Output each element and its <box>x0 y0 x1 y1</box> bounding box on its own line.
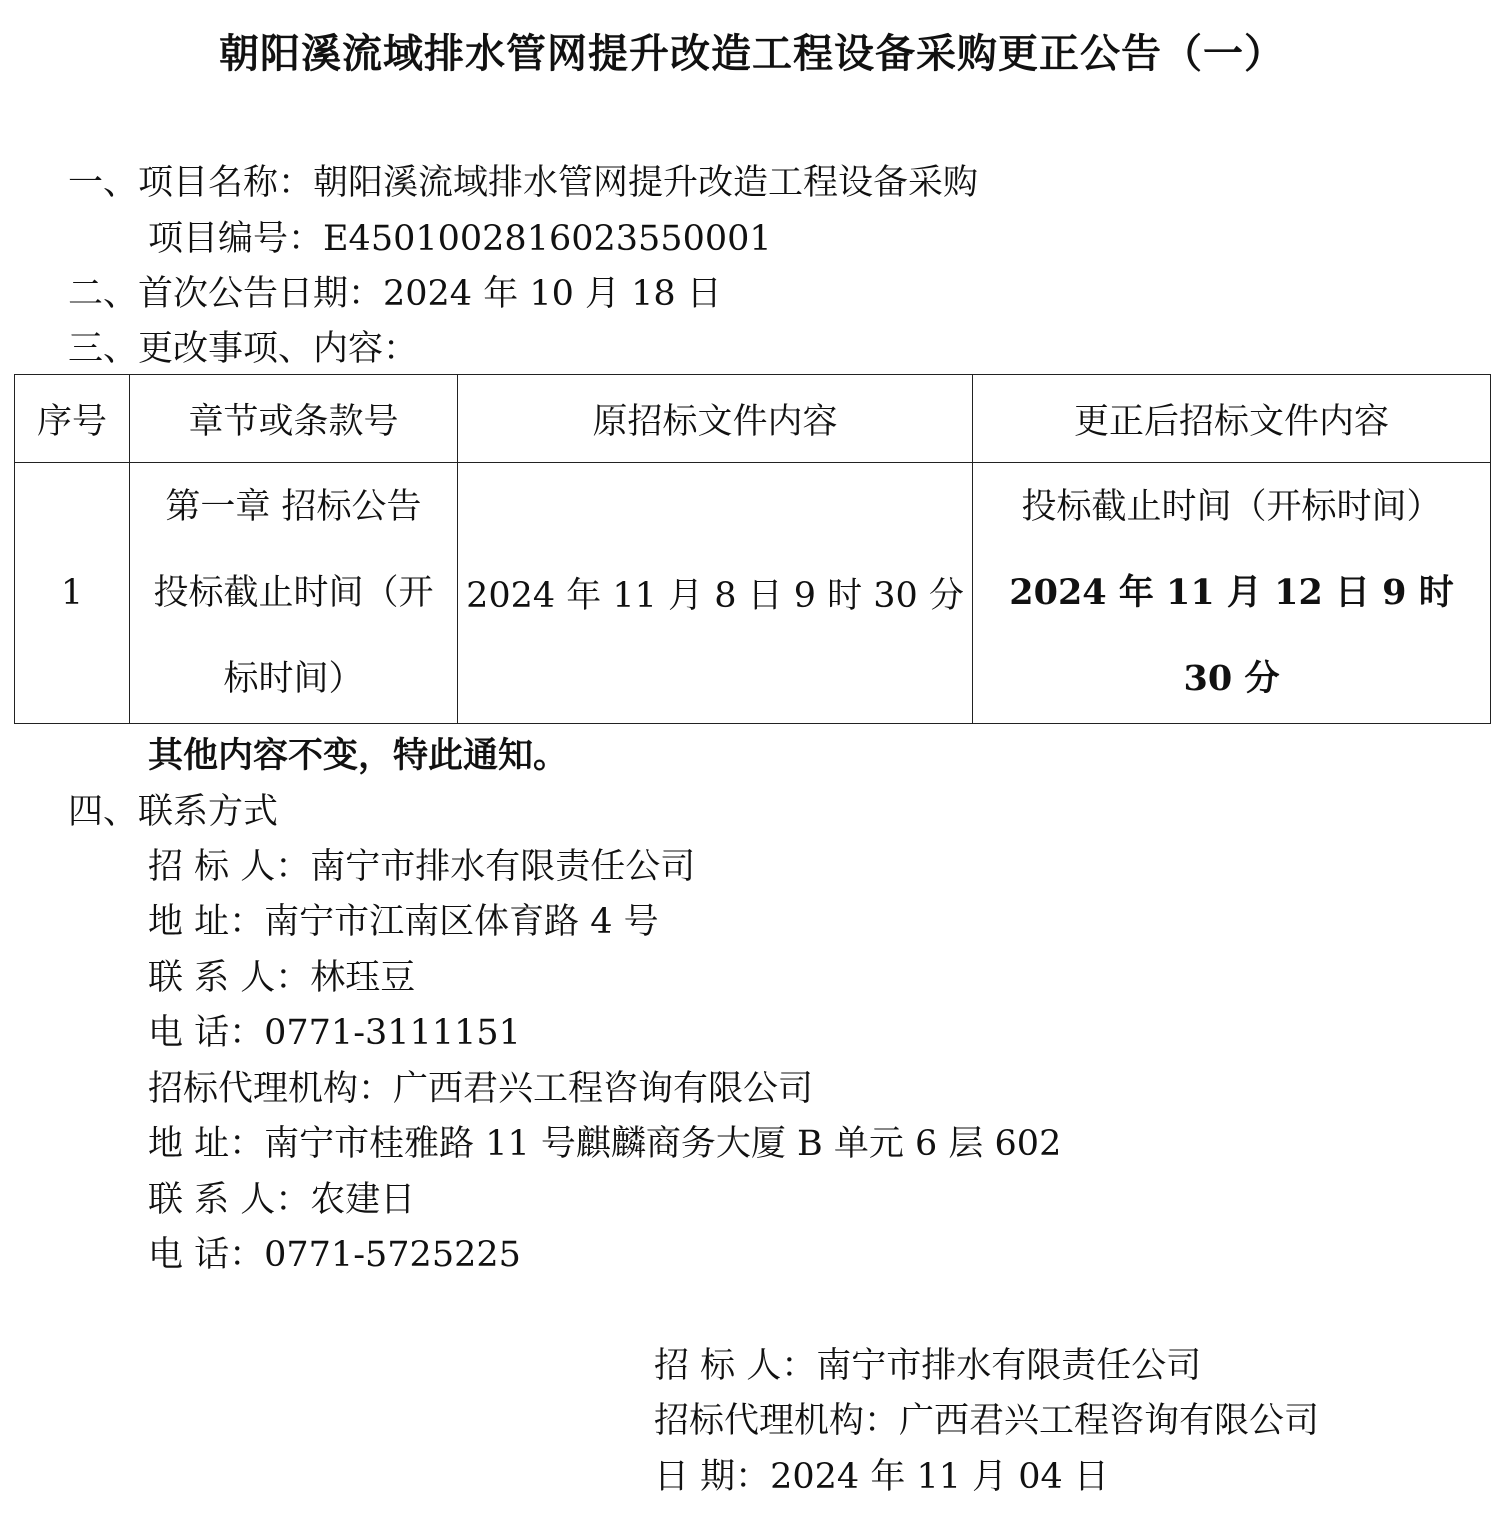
signature-line: 招标代理机构：广西君兴工程咨询有限公司 <box>654 1401 1320 1441</box>
row-corrected-label: 投标截止时间（开标时间） <box>1021 487 1442 527</box>
changes-heading: 三、更改事项、内容： <box>68 329 419 369</box>
header-corrected: 更正后招标文件内容 <box>973 375 1491 463</box>
row-section-line: 投标截止时间（开 <box>153 573 434 613</box>
table-header-row <box>15 375 1491 463</box>
first-announcement-date: 二、首次公告日期：2024 年 10 月 18 日 <box>68 274 722 314</box>
header-section: 章节或条款号 <box>130 375 458 463</box>
contact-line: 地 址：南宁市江南区体育路 4 号 <box>148 902 659 942</box>
signature-line: 日 期：2024 年 11 月 04 日 <box>654 1457 1109 1497</box>
row-section-line: 标时间） <box>223 659 364 699</box>
signature-line: 招 标 人：南宁市排水有限责任公司 <box>654 1346 1202 1386</box>
row-section <box>130 463 458 724</box>
row-no: 1 <box>15 463 130 724</box>
contact-line: 电 话：0771-3111151 <box>148 1013 521 1053</box>
contact-line: 电 话：0771-5725225 <box>148 1235 521 1275</box>
contact-line: 联 系 人：农建日 <box>148 1180 416 1220</box>
contact-line: 联 系 人：林珏豆 <box>148 958 416 998</box>
changes-table <box>14 374 1491 724</box>
row-section-line: 第一章 招标公告 <box>165 487 422 527</box>
contact-line: 地 址：南宁市桂雅路 11 号麒麟商务大厦 B 单元 6 层 602 <box>148 1124 1062 1164</box>
contact-line: 招标代理机构：广西君兴工程咨询有限公司 <box>148 1069 814 1109</box>
contact-line: 招 标 人：南宁市排水有限责任公司 <box>148 847 696 887</box>
row-corrected <box>973 463 1491 724</box>
project-number: 项目编号：E4501002816023550001 <box>148 219 772 259</box>
header-no: 序号 <box>15 375 130 463</box>
row-original: 2024 年 11 月 8 日 9 时 30 分 <box>458 463 973 724</box>
project-name: 一、项目名称：朝阳溪流域排水管网提升改造工程设备采购 <box>68 163 979 203</box>
other-note: 其他内容不变，特此通知。 <box>148 735 569 776</box>
table-row <box>15 463 1491 724</box>
contact-heading: 四、联系方式 <box>68 792 279 832</box>
header-original: 原招标文件内容 <box>458 375 973 463</box>
row-corrected-value: 2024 年 11 月 12 日 9 时 30 分 <box>1009 572 1454 699</box>
page-title: 朝阳溪流域排水管网提升改造工程设备采购更正公告（一） <box>219 30 1285 77</box>
